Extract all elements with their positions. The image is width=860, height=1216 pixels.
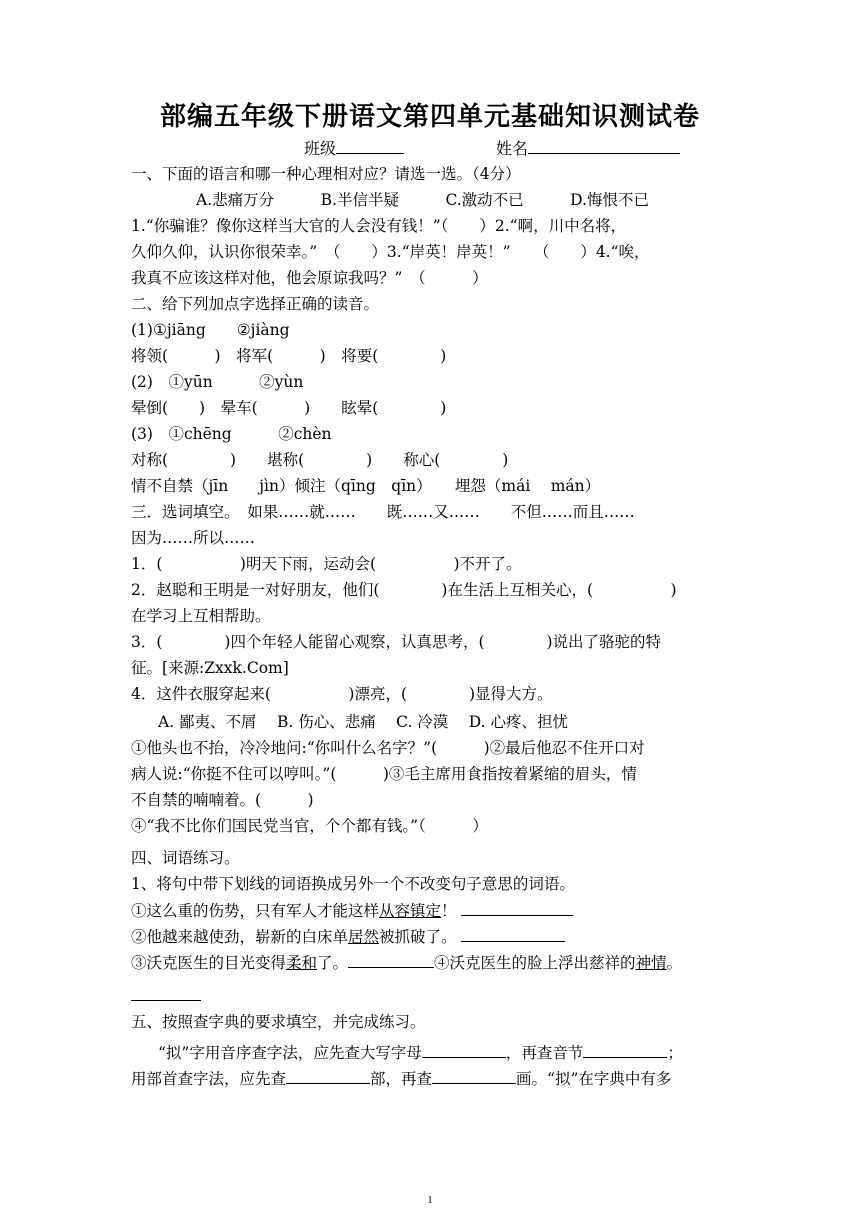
words-group-2: 晕倒( ) 晕车( ) 眩晕( ) [131,399,447,417]
words-group-4: 情不自禁（jīn jìn）倾注（qīng qīn） 埋怨（mái mán） [131,477,601,495]
section-4-heading: 四、词语练习。 [131,849,240,867]
name-blank[interactable] [528,136,680,154]
dictionary-q1: “拟”字用音序查字法，应先查大写字母 ，再查音节 ； [158,1040,730,1065]
words-group-3: 对称( ) 堪称( ) 称心( ) [131,451,509,469]
pinyin-group-3: (3) ①chēng ②chèn [131,425,332,443]
emotion-q3: 不自禁的喃喃着。( ) [131,791,314,809]
section-3-heading-cont: 因为……所以…… [131,529,256,547]
name-label: 姓名 [496,139,529,158]
section-3-heading: 三．选词填空。 如果……就…… 既……又…… 不但……而且…… [131,503,635,521]
section-3-q2: 2．赵聪和王明是一对好朋友，他们( )在生活上互相关心，( ) [131,581,677,599]
section-5-heading: 五、按照查字典的要求填空，并完成练习。 [131,1013,426,1031]
section-4-instruction: 1、将句中带下划线的词语换成另外一个不改变句子意思的词语。 [131,875,575,893]
page-number: 1 [427,1194,433,1206]
dictionary-q2: 用部首查字法，应先查 部，再查 画。“拟”在字典中有多 [131,1066,731,1091]
emotion-q4: ④“我不比你们国民党当官，个个都有钱。”（ ） [131,817,488,835]
section-1-q3: 我真不应该这样对他，他会原谅我吗？” （ ） [131,269,488,287]
emotion-options: A. 鄙夷、不屑 B. 伤心、悲痛 C. 冷漠 D. 心疼、担忧 [158,713,568,731]
letter-blank[interactable] [422,1040,506,1058]
radical-blank[interactable] [286,1066,370,1084]
section-3-q3: 3．( )四个年轻人能留心观察，认真思考，( )说出了骆驼的特 [131,633,662,651]
class-blank[interactable] [336,136,404,154]
underlined-word: 从容镇定 [379,902,442,920]
emotion-q1: ①他头也不抬，冷冷地问:“你叫什么名字？”( )②最后他忍不住开口对 [131,739,645,757]
synonym-q3: ③沃克医生的目光变得柔和了。 ④沃克医生的脸上浮出慈祥的神情。 [131,950,731,975]
answer-blank[interactable] [461,898,573,916]
section-1-q1: 1.“你骗谁？像你这样当大官的人会没有钱！”（ ）2.“啊，川中名将， [131,217,627,235]
section-3-q3-cont: 征。[来源:Zxxk.Com] [131,659,289,677]
section-2-heading: 二、给下列加点字选择正确的读音。 [131,295,380,313]
underlined-word: 神情 [635,954,667,972]
section-3-q2-cont: 在学习上互相帮助。 [131,607,271,625]
pinyin-group-2: (2) ①yūn ②yùn [131,373,304,391]
answer-blank-continued[interactable] [131,1000,201,1001]
section-1-options: A.悲痛万分 B.半信半疑 C.激动不已 D.悔恨不已 [196,191,649,209]
words-group-1: 将领( ) 将军( ) 将要( ) [131,347,447,365]
section-3-q1: 1．( )明天下雨，运动会( )不开了。 [131,555,522,573]
class-label: 班级 [304,139,337,158]
answer-blank[interactable] [461,924,565,942]
underlined-word: 居然 [348,928,380,946]
synonym-q2: ②他越来越使劲，崭新的白床单居然被抓破了。 [131,924,731,949]
section-3-q4: 4．这件衣服穿起来( )漂亮，( )显得大方。 [131,685,553,703]
class-field [304,136,404,161]
synonym-q1: ①这么重的伤势，只有军人才能这样从容镇定！ [131,898,731,923]
underlined-word: 柔和 [286,954,318,972]
stroke-blank[interactable] [432,1066,516,1084]
answer-blank[interactable] [348,950,434,968]
emotion-q2: 病人说:“你挺不住可以哼叫。”( )③毛主席用食指按着紧缩的眉头，情 [131,765,637,783]
section-1-q2: 久仰久仰，认识你很荣幸。” （ ）3.“岸英！岸英！” （ ）4.“唉， [131,243,650,261]
pinyin-group-1: (1)①jiāng ②jiàng [131,321,290,339]
syllable-blank[interactable] [583,1040,667,1058]
section-1-heading: 一、下面的语言和哪一种心理相对应？请选一选。（4分） [131,165,521,183]
page-title: 部编五年级下册语文第四单元基础知识测试卷 [159,102,700,132]
name-field [496,136,680,161]
